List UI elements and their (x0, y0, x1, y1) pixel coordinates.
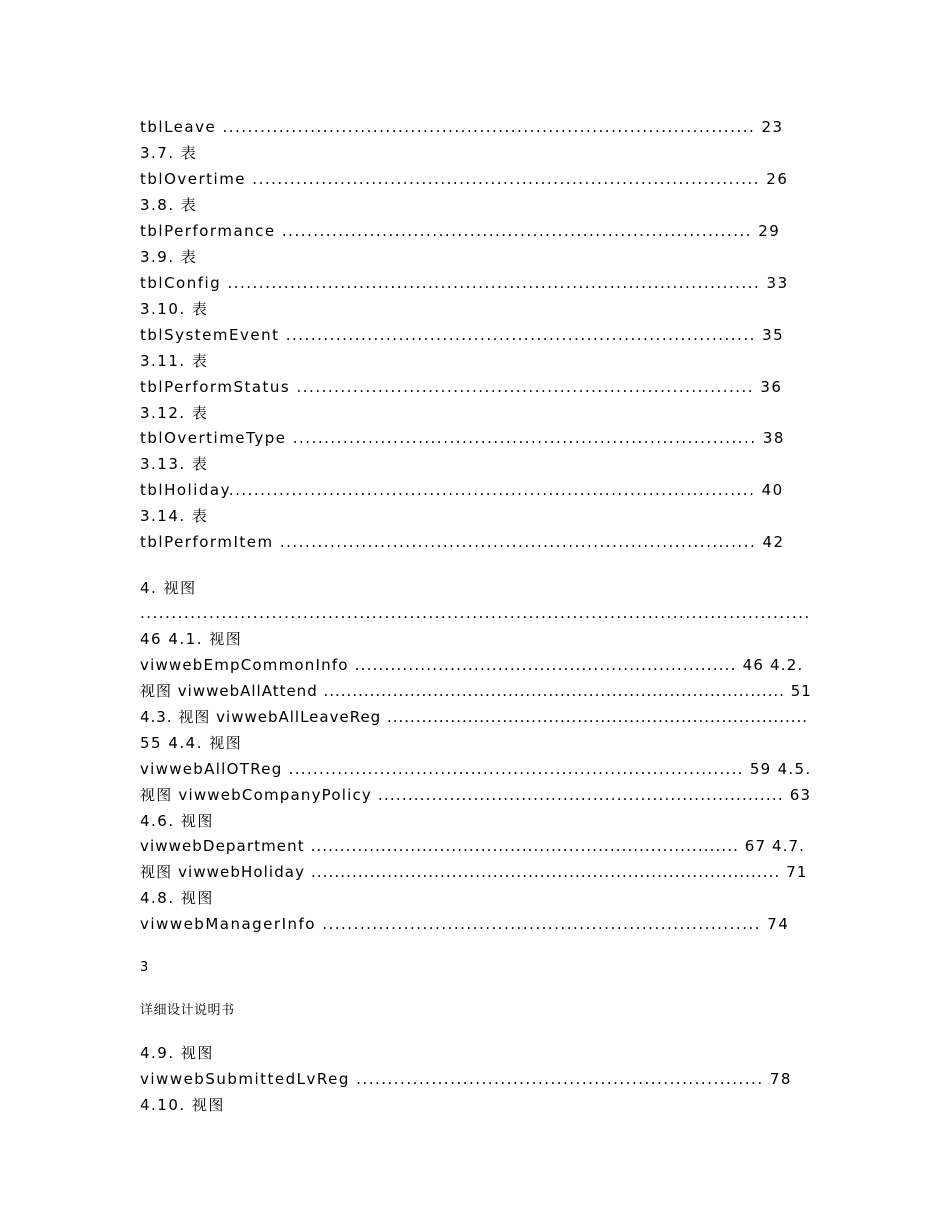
toc-line: tblPerformStatus ......................................................................... 36 (140, 378, 783, 396)
toc-line: viwwebManagerInfo ...................................................................... 74 (140, 915, 790, 933)
toc-line: tblConfig ..................................................................................... 33 (140, 274, 789, 292)
toc-line: viwwebDepartment ......................................................................... 67 4.7. (140, 837, 805, 855)
toc-line: 46 4.1. 视图 (140, 630, 243, 648)
toc-line: tblOvertime ................................................................................. 26 (140, 170, 789, 188)
toc-line: tblHoliday.................................................................................... 40 (140, 481, 784, 499)
toc-line: 3.9. 表 (140, 248, 198, 266)
toc-line: 3.7. 表 (140, 144, 198, 162)
toc-line: 视图 viwwebCompanyPolicy .................................................................... 63 (140, 786, 812, 804)
toc-line: 55 4.4. 视图 (140, 734, 243, 752)
toc-line: 4.3. 视图 viwwebAllLeaveReg ......................................................................... (140, 708, 809, 726)
toc-line: viwwebEmpCommonInfo ................................................................ 46 4.2. (140, 656, 804, 674)
toc-line: tblSystemEvent ........................................................................... 35 (140, 326, 785, 344)
toc-line: 3.12. 表 (140, 404, 209, 422)
toc-line: 3.10. 表 (140, 300, 209, 318)
toc-line: 3.14. 表 (140, 507, 209, 525)
toc-line: 4.9. 视图 (140, 1044, 214, 1062)
toc-line: viwwebAllOTReg ........................................................................... 59 4.5. (140, 760, 812, 778)
toc-line: 视图 viwwebHoliday ................................................................................ 71 (140, 863, 808, 881)
toc-line: tblPerformItem ............................................................................ 42 (140, 533, 785, 551)
page-number: 3 (140, 960, 149, 975)
toc-line: 3.13. 表 (140, 455, 209, 473)
toc-line: ........................................................................................................... (140, 604, 811, 622)
document-header-title: 详细设计说明书 (140, 1003, 235, 1018)
toc-line: 3.8. 表 (140, 196, 198, 214)
toc-line: viwwebSubmittedLvReg ................................................................. 78 (140, 1070, 792, 1088)
toc-line: tblLeave ..................................................................................... 23 (140, 118, 784, 136)
toc-line: 4.6. 视图 (140, 812, 214, 830)
toc-line: 4. 视图 (140, 579, 197, 597)
toc-line: 4.10. 视图 (140, 1096, 225, 1114)
toc-line: 视图 viwwebAllAttend ................................................................................ 51 (140, 682, 812, 700)
toc-line: tblOvertimeType .......................................................................... 38 (140, 429, 785, 447)
toc-line: tblPerformance ........................................................................... 29 (140, 222, 781, 240)
toc-line: 3.11. 表 (140, 352, 209, 370)
toc-line: 4.8. 视图 (140, 889, 214, 907)
